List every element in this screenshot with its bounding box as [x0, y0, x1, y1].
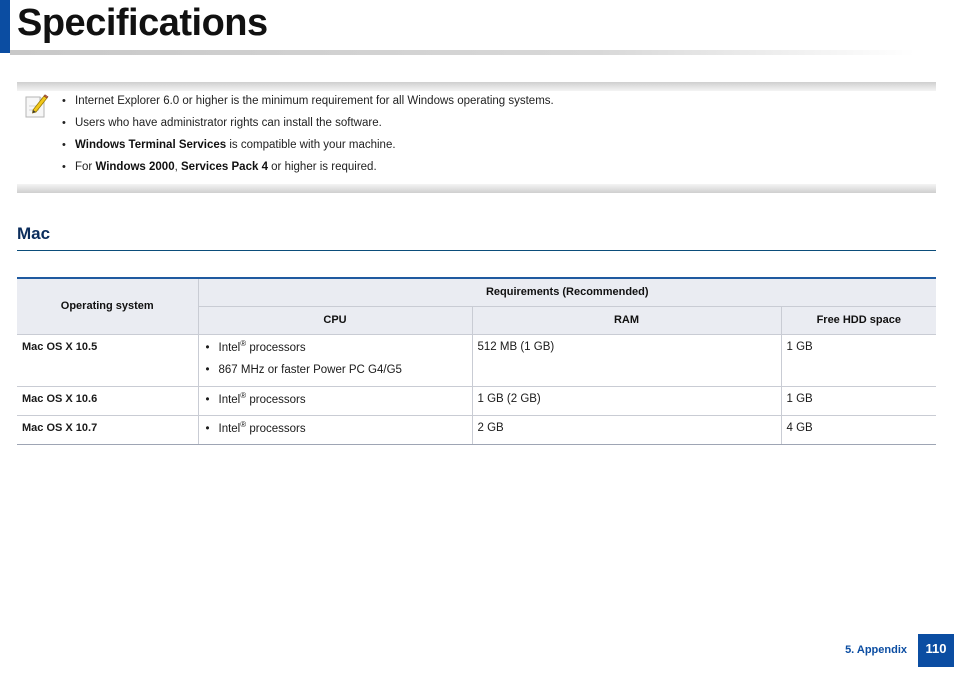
header-cpu: CPU [198, 306, 472, 334]
cpu-cell [198, 415, 472, 444]
os-cell: Mac OS X 10.7 [17, 415, 198, 444]
cpu-text: processors [246, 393, 306, 406]
footer-chapter-label: 5. Appendix [845, 644, 907, 656]
note-item-text: Users who have administrator rights can install the software. [75, 117, 382, 129]
cpu-list-item [204, 338, 467, 355]
header-hdd: Free HDD space [781, 306, 936, 334]
mac-requirements-table [17, 277, 936, 445]
cpu-text: Intel [218, 393, 241, 406]
note-item [62, 94, 554, 116]
hdd-cell: 4 GB [781, 415, 936, 444]
hdd-cell: 1 GB [781, 334, 936, 386]
table-row [17, 334, 936, 386]
note-list [62, 94, 554, 182]
ram-cell: 2 GB [472, 415, 781, 444]
header-ram: RAM [472, 306, 781, 334]
note-item [62, 138, 554, 160]
cpu-list [204, 338, 467, 377]
note-item-bold-text: Windows Terminal Services [75, 139, 227, 151]
note-item-bold-text: Windows 2000 [95, 161, 175, 173]
cpu-text: processors [246, 341, 306, 354]
note-item-text: or higher is required. [267, 161, 377, 173]
cpu-text: Intel [218, 422, 241, 435]
cpu-list [204, 390, 467, 407]
note-item [62, 160, 554, 182]
registered-mark: ® [240, 338, 247, 348]
header-requirements: Requirements (Recommended) [198, 278, 936, 306]
table-row [17, 386, 936, 415]
cpu-list-item [204, 390, 467, 407]
note-item-text: Internet Explorer 6.0 or higher is the minimum requirement for all Windows operating systems. [75, 95, 554, 107]
header-operating-system: Operating system [17, 278, 198, 334]
page-title: Specifications [17, 2, 268, 44]
header-accent-bar [0, 0, 10, 53]
cpu-cell [198, 334, 472, 386]
hdd-cell: 1 GB [781, 386, 936, 415]
note-box-top-band [17, 82, 936, 91]
cpu-text: processors [246, 422, 306, 435]
os-cell: Mac OS X 10.6 [17, 386, 198, 415]
note-item-text: is compatible with your machine. [226, 139, 396, 151]
cpu-list-item [204, 419, 467, 436]
cpu-list-item: • 867 MHz or faster Power PC G4/G5 [204, 363, 467, 377]
title-underline [10, 50, 915, 55]
note-item-bold-text: Services Pack 4 [181, 161, 268, 173]
cpu-text: Intel [218, 341, 241, 354]
registered-mark: ® [240, 390, 247, 400]
note-item-text: , [174, 161, 181, 173]
note-pencil-icon [24, 93, 50, 120]
registered-mark: ® [240, 419, 247, 429]
section-rule [17, 250, 936, 251]
note-item-text: For [75, 161, 96, 173]
page-number: 110 [918, 634, 954, 667]
note-item [62, 116, 554, 138]
section-heading: Mac [17, 224, 51, 243]
note-box-bottom-band [17, 184, 936, 193]
table-row [17, 415, 936, 444]
ram-cell: 512 MB (1 GB) [472, 334, 781, 386]
ram-cell: 1 GB (2 GB) [472, 386, 781, 415]
os-cell: Mac OS X 10.5 [17, 334, 198, 386]
cpu-cell [198, 386, 472, 415]
cpu-list [204, 419, 467, 436]
